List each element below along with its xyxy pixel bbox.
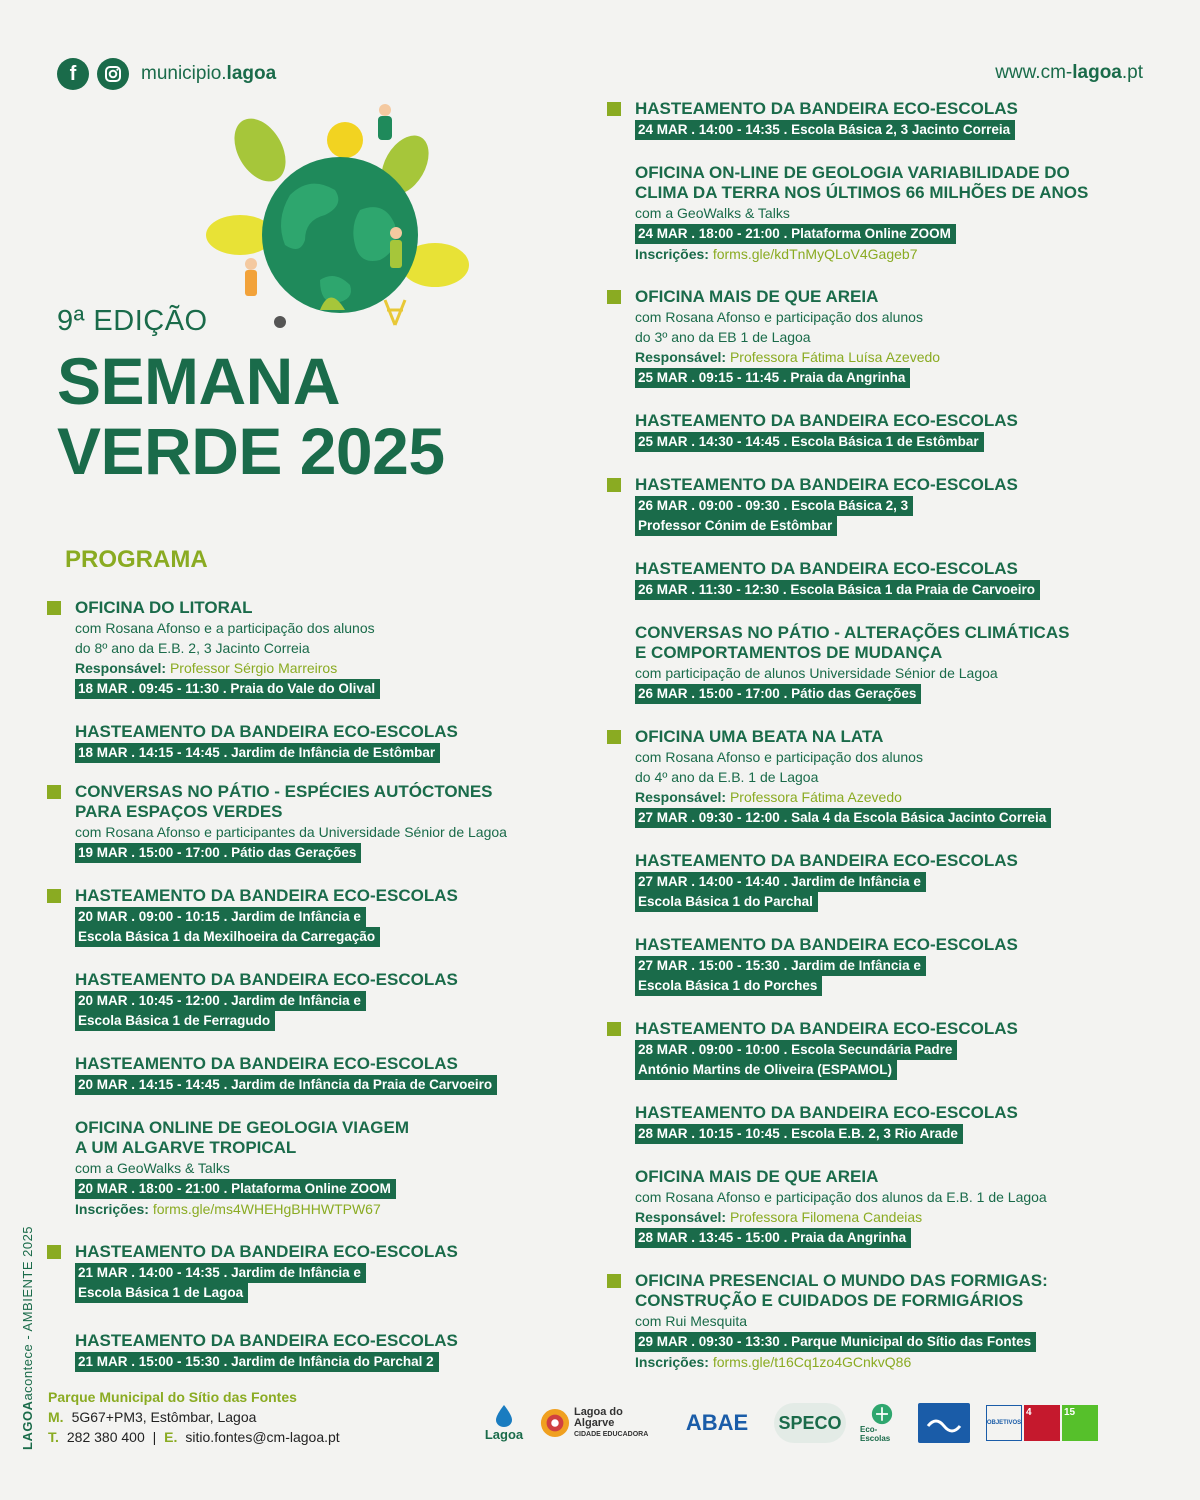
date-badge: Professor Cónim de Estômbar bbox=[635, 516, 837, 536]
date-badge: 26 MAR . 11:30 - 12:30 . Escola Básica 1 da Praia de Carvoeiro bbox=[635, 580, 1040, 600]
bullet-square bbox=[607, 102, 621, 116]
bullet-square bbox=[607, 478, 621, 492]
bullet-square bbox=[47, 889, 61, 903]
blue-flag-logo bbox=[918, 1403, 970, 1443]
event-item: HASTEAMENTO DA BANDEIRA ECO-ESCOLAS 28 MAR . 09:00 - 10:00 . Escola Secundária Padre António Martins de Oliveira (ESPAMOL) bbox=[635, 1019, 1155, 1080]
date-badge: 28 MAR . 09:00 - 10:00 . Escola Secundária Padre bbox=[635, 1040, 957, 1060]
date-badge: 20 MAR . 18:00 - 21:00 . Plataforma Online ZOOM bbox=[75, 1179, 396, 1199]
date-badge: 24 MAR . 14:00 - 14:35 . Escola Básica 2, 3 Jacinto Correia bbox=[635, 120, 1015, 140]
date-badge: 21 MAR . 14:00 - 14:35 . Jardim de Infância e bbox=[75, 1263, 366, 1283]
date-badge: 29 MAR . 09:30 - 13:30 . Parque Municipal do Sítio das Fontes bbox=[635, 1332, 1036, 1352]
event-item: OFICINA DO LITORAL com Rosana Afonso e a participação dos alunos do 8º ano da E.B. 2, 3 Jacinto Correia Responsável: Professor Sérgio Marreiros 18 MAR . 09:45 - 11:30 . Praia do Vale do Olival bbox=[75, 598, 595, 699]
event-item: OFICINA MAIS DE QUE AREIA com Rosana Afonso e participação dos alunos da E.B. 1 de Lagoa Responsável: Professora Filomena Candeias 28 MAR . 13:45 - 15:00 . Praia da Angrinha bbox=[635, 1167, 1155, 1248]
registration-link[interactable]: forms.gle/ms4WHEHgBHHWTPW67 bbox=[152, 1201, 381, 1217]
sdg-logo: OBJETIVOS 4 15 bbox=[984, 1403, 1100, 1443]
event-item: OFICINA ONLINE DE GEOLOGIA VIAGEM A UM ALGARVE TROPICAL com a GeoWalks & Talks 20 MAR . 18:00 - 21:00 . Plataforma Online ZOOM Inscrições: forms.gle/ms4WHEHgBHHWTPW67 bbox=[75, 1118, 410, 1217]
date-badge: 21 MAR . 15:00 - 15:30 . Jardim de Infância do Parchal 2 bbox=[75, 1352, 439, 1372]
bullet-square bbox=[607, 1274, 621, 1288]
partner-logos bbox=[482, 1400, 1100, 1446]
date-badge: 19 MAR . 15:00 - 17:00 . Pátio das Gerações bbox=[75, 843, 361, 863]
date-badge: 24 MAR . 18:00 - 21:00 . Plataforma Online ZOOM bbox=[635, 224, 956, 244]
date-badge: Escola Básica 1 de Ferragudo bbox=[75, 1011, 275, 1031]
event-item: HASTEAMENTO DA BANDEIRA ECO-ESCOLAS 25 MAR . 14:30 - 14:45 . Escola Básica 1 de Estômbar bbox=[635, 411, 1155, 452]
contact-block: Parque Municipal do Sítio das Fontes M. 5G67+PM3, Estômbar, Lagoa T. 282 380 400 | E. sitio.fontes@cm-lagoa.pt bbox=[48, 1389, 340, 1445]
date-badge: 26 MAR . 15:00 - 17:00 . Pátio das Gerações bbox=[635, 684, 921, 704]
date-badge: 28 MAR . 10:15 - 10:45 . Escola E.B. 2, 3 Rio Arade bbox=[635, 1124, 963, 1144]
event-item: OFICINA ON-LINE DE GEOLOGIA VARIABILIDADE DO CLIMA DA TERRA NOS ÚLTIMOS 66 MILHÕES DE ANOS com a GeoWalks & Talks 24 MAR . 18:00 - 21:00 . Plataforma Online ZOOM Inscrições: forms.gle/kdTnMyQLoV4Gageb7 bbox=[635, 163, 1089, 262]
globe-illustration bbox=[200, 100, 480, 340]
registration-link[interactable]: forms.gle/t16Cq1zo4GCnkvQ86 bbox=[712, 1354, 912, 1370]
website-link[interactable]: www.cm-lagoa.pt bbox=[995, 62, 1143, 83]
date-badge: 20 MAR . 09:00 - 10:15 . Jardim de Infância e bbox=[75, 907, 366, 927]
edition-label: 9ª EDIÇÃO bbox=[57, 305, 208, 337]
event-item: CONVERSAS NO PÁTIO - ALTERAÇÕES CLIMÁTICAS E COMPORTAMENTOS DE MUDANÇA com participação de alunos Universidade Sénior de Lagoa 26 MAR . 15:00 - 17:00 . Pátio das Gerações bbox=[635, 623, 1155, 704]
event-item: HASTEAMENTO DA BANDEIRA ECO-ESCOLAS 26 MAR . 09:00 - 09:30 . Escola Básica 2, 3 Professor Cónim de Estômbar bbox=[635, 475, 1155, 536]
facebook-icon[interactable]: f bbox=[57, 58, 89, 90]
date-badge: Escola Básica 1 da Mexilhoeira da Carregação bbox=[75, 927, 380, 947]
event-item: OFICINA UMA BEATA NA LATA com Rosana Afonso e participação dos alunos do 4º ano da E.B. 1 de Lagoa Responsável: Professora Fátima Azevedo 27 MAR . 09:30 - 12:00 . Sala 4 da Escola Básica Jacinto Correia bbox=[635, 727, 1155, 828]
date-badge: António Martins de Oliveira (ESPAMOL) bbox=[635, 1060, 897, 1080]
date-badge: 18 MAR . 09:45 - 11:30 . Praia do Vale do Olival bbox=[75, 679, 380, 699]
date-badge: 20 MAR . 14:15 - 14:45 . Jardim de Infância da Praia de Carvoeiro bbox=[75, 1075, 497, 1095]
social-handle[interactable]: municipio.lagoa bbox=[141, 63, 277, 84]
event-item: HASTEAMENTO DA BANDEIRA ECO-ESCOLAS 24 MAR . 14:00 - 14:35 . Escola Básica 2, 3 Jacinto Correia bbox=[635, 99, 1155, 140]
date-badge: 20 MAR . 10:45 - 12:00 . Jardim de Infância e bbox=[75, 991, 366, 1011]
date-badge: Escola Básica 1 do Porches bbox=[635, 976, 822, 996]
event-item: HASTEAMENTO DA BANDEIRA ECO-ESCOLAS 26 MAR . 11:30 - 12:30 . Escola Básica 1 da Praia de Carvoeiro bbox=[635, 559, 1155, 600]
date-badge: 27 MAR . 15:00 - 15:30 . Jardim de Infância e bbox=[635, 956, 926, 976]
eco-escolas-logo: Eco-Escolas bbox=[860, 1403, 904, 1443]
date-badge: Escola Básica 1 de Lagoa bbox=[75, 1283, 248, 1303]
date-badge: 27 MAR . 09:30 - 12:00 . Sala 4 da Escola Básica Jacinto Correia bbox=[635, 808, 1051, 828]
registration-link[interactable]: forms.gle/kdTnMyQLoV4Gageb7 bbox=[712, 246, 918, 262]
speco-logo: SPECO bbox=[774, 1403, 846, 1443]
event-item: HASTEAMENTO DA BANDEIRA ECO-ESCOLAS 27 MAR . 14:00 - 14:40 . Jardim de Infância e Escola Básica 1 do Parchal bbox=[635, 851, 1155, 912]
vertical-brand-text: LAGOAacontece - AMBIENTE 2025 bbox=[20, 1225, 35, 1450]
bullet-square bbox=[607, 730, 621, 744]
lagoa-logo: Lagoa bbox=[482, 1403, 526, 1443]
date-badge: 27 MAR . 14:00 - 14:40 . Jardim de Infância e bbox=[635, 872, 926, 892]
event-item: HASTEAMENTO DA BANDEIRA ECO-ESCOLAS 18 MAR . 14:15 - 14:45 . Jardim de Infância de Estômbar bbox=[75, 722, 595, 763]
bullet-square bbox=[47, 1245, 61, 1259]
social-links bbox=[57, 58, 276, 90]
event-item: OFICINA PRESENCIAL O MUNDO DAS FORMIGAS: CONSTRUÇÃO E CUIDADOS DE FORMIGÁRIOS com Rui Mesquita 29 MAR . 09:30 - 13:30 . Parque Municipal do Sítio das Fontes Inscrições: forms.gle/t16Cq1zo4GCnkvQ86 bbox=[635, 1271, 1155, 1372]
event-item: HASTEAMENTO DA BANDEIRA ECO-ESCOLAS 27 MAR . 15:00 - 15:30 . Jardim de Infância e Escola Básica 1 do Porches bbox=[635, 935, 1155, 996]
cidade-educadora-logo: Lagoa do Algarve CIDADE EDUCADORA bbox=[540, 1403, 660, 1443]
event-item: CONVERSAS NO PÁTIO - ESPÉCIES AUTÓCTONES PARA ESPAÇOS VERDES com Rosana Afonso e participantes da Universidade Sénior de Lagoa 19 MAR . 15:00 - 17:00 . Pátio das Gerações bbox=[75, 782, 595, 863]
event-item: OFICINA MAIS DE QUE AREIA com Rosana Afonso e participação dos alunos do 3º ano da EB 1 de Lagoa Responsável: Professora Fátima Luísa Azevedo 25 MAR . 09:15 - 11:45 . Praia da Angrinha bbox=[635, 287, 1155, 388]
date-badge: 28 MAR . 13:45 - 15:00 . Praia da Angrinha bbox=[635, 1228, 911, 1248]
event-item: HASTEAMENTO DA BANDEIRA ECO-ESCOLAS 20 MAR . 14:15 - 14:45 . Jardim de Infância da Praia de Carvoeiro bbox=[75, 1054, 595, 1095]
programa-heading: PROGRAMA bbox=[65, 546, 208, 573]
date-badge: 25 MAR . 14:30 - 14:45 . Escola Básica 1 de Estômbar bbox=[635, 432, 984, 452]
page-title: SEMANA VERDE 2025 bbox=[57, 344, 445, 488]
date-badge: 25 MAR . 09:15 - 11:45 . Praia da Angrinha bbox=[635, 368, 910, 388]
bullet-square bbox=[607, 1022, 621, 1036]
instagram-icon[interactable] bbox=[97, 58, 129, 90]
bullet-square bbox=[47, 785, 61, 799]
bullet-square bbox=[607, 290, 621, 304]
date-badge: 26 MAR . 09:00 - 09:30 . Escola Básica 2, 3 bbox=[635, 496, 913, 516]
date-badge: Escola Básica 1 do Parchal bbox=[635, 892, 818, 912]
bullet-square bbox=[47, 601, 61, 615]
event-item: HASTEAMENTO DA BANDEIRA ECO-ESCOLAS 28 MAR . 10:15 - 10:45 . Escola E.B. 2, 3 Rio Arade bbox=[635, 1103, 1155, 1144]
event-item: HASTEAMENTO DA BANDEIRA ECO-ESCOLAS 21 MAR . 14:00 - 14:35 . Jardim de Infância e Escola Básica 1 de Lagoa bbox=[75, 1242, 595, 1303]
event-item: HASTEAMENTO DA BANDEIRA ECO-ESCOLAS 20 MAR . 10:45 - 12:00 . Jardim de Infância e Escola Básica 1 de Ferragudo bbox=[75, 970, 595, 1031]
abae-logo: ABAE bbox=[685, 1410, 749, 1435]
event-item: HASTEAMENTO DA BANDEIRA ECO-ESCOLAS 21 MAR . 15:00 - 15:30 . Jardim de Infância do Parchal 2 bbox=[75, 1331, 595, 1372]
email-link[interactable]: sitio.fontes@cm-lagoa.pt bbox=[185, 1429, 340, 1445]
event-item: HASTEAMENTO DA BANDEIRA ECO-ESCOLAS 20 MAR . 09:00 - 10:15 . Jardim de Infância e Escola Básica 1 da Mexilhoeira da Carregação bbox=[75, 886, 595, 947]
date-badge: 18 MAR . 14:15 - 14:45 . Jardim de Infância de Estômbar bbox=[75, 743, 440, 763]
